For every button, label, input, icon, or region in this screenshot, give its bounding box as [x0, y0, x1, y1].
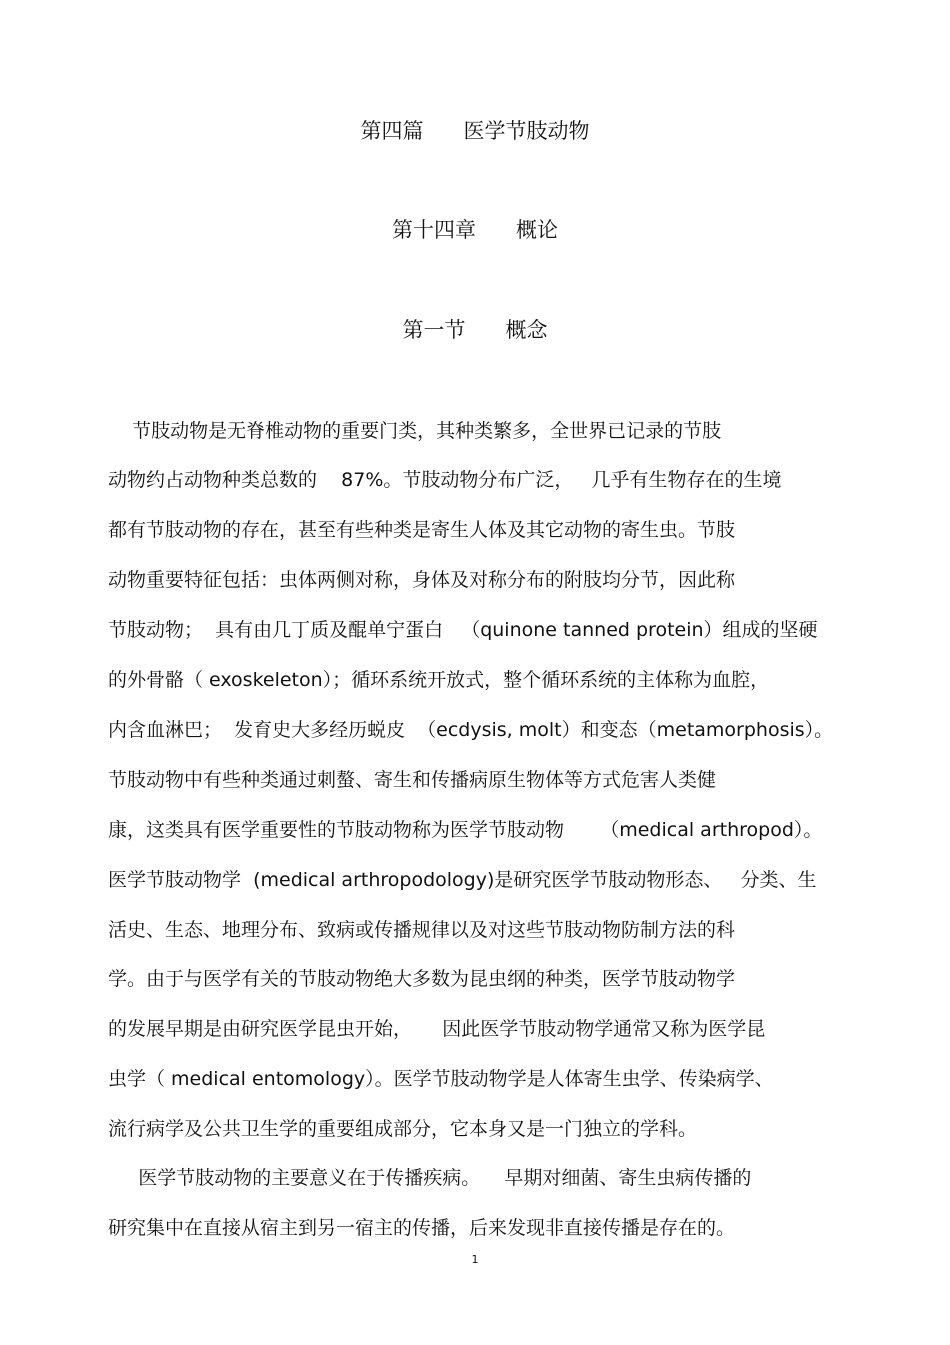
paragraph-1-line: 内含血淋巴； 发育史大多经历蜕皮 （ecdysis, molt）和变态（metamorphosis）。 [108, 719, 834, 741]
paragraph-1-line: 学。由于与医学有关的节肢动物绝大多数为昆虫纲的种类，医学节肢动物学 [108, 968, 736, 990]
paragraph-1-line: 医学节肢动物学 (medical arthropodology)是研究医学节肢动物形态、 分类、生 [108, 869, 817, 891]
section-title: 第一节 概念 [402, 318, 548, 342]
paragraph-1-line: 都有节肢动物的存在，甚至有些种类是寄生人体及其它动物的寄生虫。节肢 [108, 519, 736, 541]
chapter-title: 第十四章 概论 [391, 218, 559, 242]
paragraph-1-line: 动物约占动物种类总数的 87%。节肢动物分布广泛， 几乎有生物存在的生境 [108, 469, 782, 491]
paragraph-1-line: 流行病学及公共卫生学的重要组成部分，它本身又是一门独立的学科。 [108, 1118, 698, 1140]
paragraph-1-line: 的外骨骼（ exoskeleton）；循环系统开放式，整个循环系统的主体称为血腔， [108, 669, 770, 691]
paragraph-1-line: 节肢动物； 具有由几丁质及醌单宁蛋白 （quinone tanned protein）组成的坚硬 [108, 619, 818, 641]
paragraph-1-line: 的发展早期是由研究医学昆虫开始， 因此医学节肢动物学通常又称为医学昆 [108, 1018, 766, 1040]
paragraph-1-line: 节肢动物是无脊椎动物的重要门类，其种类繁多，全世界已记录的节肢 [108, 420, 722, 442]
paragraph-1-line: 动物重要特征包括：虫体两侧对称，身体及对称分布的附肢均分节，因此称 [108, 569, 736, 591]
paragraph-1-line: 虫学（ medical entomology）。医学节肢动物学是人体寄生虫学、传染病学、 [108, 1068, 774, 1090]
paragraph-2-line: 研究集中在直接从宿主到另一宿主的传播，后来发现非直接传播是存在的。 [108, 1217, 736, 1239]
paragraph-2-line: 医学节肢动物的主要意义在于传播疾病。 早期对细菌、寄生虫病传播的 [108, 1167, 752, 1189]
paragraph-1-line: 活史、生态、地理分布、致病或传播规律以及对这些节肢动物防制方法的科 [108, 919, 736, 941]
paragraph-1-line: 康，这类具有医学重要性的节肢动物称为医学节肢动物 （medical arthropod）。 [108, 819, 823, 841]
part-title: 第四篇 医学节肢动物 [360, 119, 590, 143]
paragraph-1-line: 节肢动物中有些种类通过刺螯、寄生和传播病原生物体等方式危害人类健 [108, 769, 717, 791]
page-number: 1 [471, 1253, 479, 1266]
